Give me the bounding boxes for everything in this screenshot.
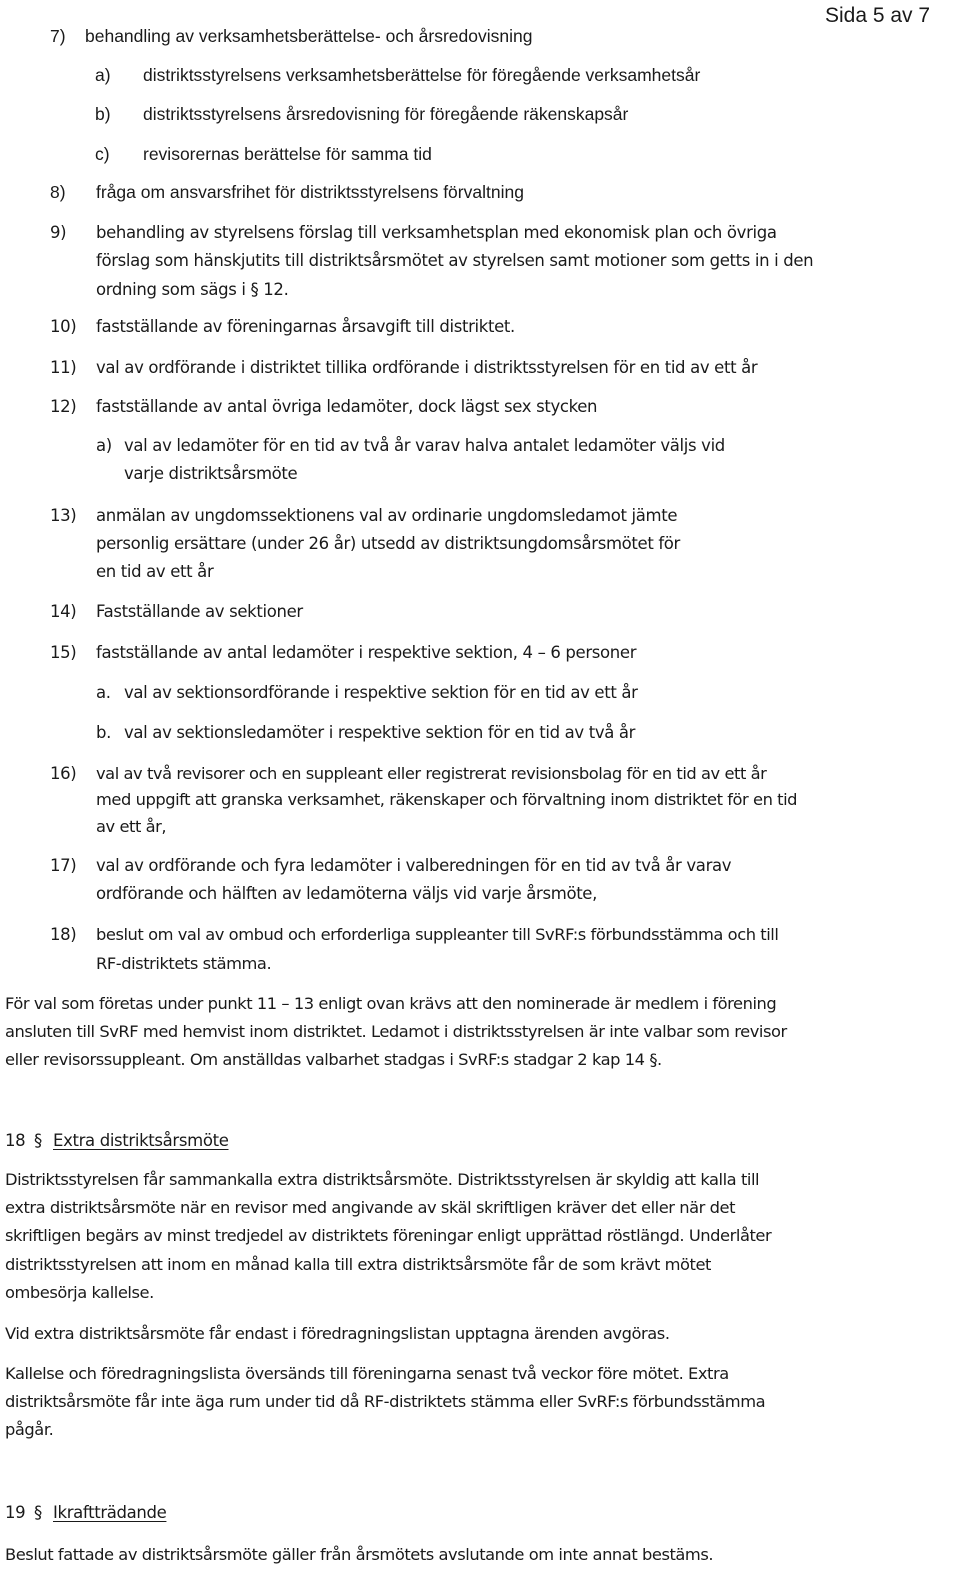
item-number: 14)	[50, 602, 77, 621]
paragraph-line: skriftligen begärs av minst tredjedel av distriktets föreningar enligt upprättad röstlängd. Underlåter	[5, 1226, 772, 1245]
section-title: Ikraftträdande	[53, 1503, 167, 1522]
paragraph-line: extra distriktsårsmöte när en revisor med angivande av skäl skriftligen kräver det eller när det	[5, 1198, 735, 1217]
item-number: 15)	[50, 643, 77, 662]
paragraph-line: Kallelse och föredragningslista översänds till föreningarna senast två veckor före mötet. Extra	[5, 1364, 729, 1383]
item-number: a)	[96, 436, 112, 455]
item-text: val av sektionsledamöter i respektive sektion för en tid av två år	[124, 723, 636, 742]
paragraph-line: ansluten till SvRF med hemvist inom distriktet. Ledamot i distriktsstyrelsen är inte valbar som revisor	[5, 1022, 787, 1041]
paragraph-line: distriktsstyrelsen att inom en månad kalla till extra distriktsårsmöte får de som krävt mötet	[5, 1255, 711, 1274]
item-text: revisorernas berättelse för samma tid	[143, 144, 432, 164]
item-number: 16)	[50, 764, 77, 783]
paragraph-line: eller revisorssuppleant. Om anställdas valbarhet stadgas i SvRF:s stadgar 2 kap 14 §.	[5, 1050, 662, 1069]
item-number: 18)	[50, 925, 77, 944]
item-number: 13)	[50, 506, 77, 525]
page-number: Sida 5 av 7	[825, 4, 931, 27]
item-line: förslag som hänskjutits till distriktsårsmötet av styrelsen samt motioner som getts in i den	[96, 251, 814, 270]
item-text: fastställande av föreningarnas årsavgift till distriktet.	[96, 317, 515, 336]
item-line: val av ordförande och fyra ledamöter i valberedningen för en tid av två år varav	[96, 856, 732, 875]
item-line: varje distriktsårsmöte	[124, 464, 298, 483]
item-text: val av ordförande i distriktet tillika ordförande i distriktsstyrelsen för en tid av ett år	[96, 358, 758, 377]
item-line: behandling av styrelsens förslag till verksamhetsplan med ekonomisk plan och övriga	[96, 223, 777, 242]
item-text: behandling av verksamhetsberättelse- och årsredovisning	[85, 26, 533, 46]
paragraph-line: För val som företas under punkt 11 – 13 enligt ovan krävs att den nominerade är medlem i förening	[5, 994, 777, 1013]
paragraph-line: Vid extra distriktsårsmöte får endast i föredragningslistan upptagna ärenden avgöras.	[5, 1324, 670, 1343]
item-number: 12)	[50, 397, 77, 416]
section-sign: §	[34, 1503, 42, 1522]
item-line: med uppgift att granska verksamhet, räkenskaper och förvaltning inom distriktet för en tid	[96, 790, 798, 809]
item-text: distriktsstyrelsens årsredovisning för föregående räkenskapsår	[143, 104, 629, 124]
item-text: distriktsstyrelsens verksamhetsberättelse för föregående verksamhetsår	[143, 65, 701, 85]
paragraph-line: distriktsårsmöte får inte äga rum under tid då RF-distriktets stämma eller SvRF:s förbundsstämma	[5, 1392, 766, 1411]
item-text: fastställande av antal ledamöter i respektive sektion, 4 – 6 personer	[96, 643, 637, 662]
item-text: Fastställande av sektioner	[96, 602, 303, 621]
item-line: ordning som sägs i § 12.	[96, 280, 289, 299]
item-number: a)	[95, 65, 111, 85]
item-text: fastställande av antal övriga ledamöter, dock lägst sex stycken	[96, 397, 598, 416]
paragraph-line: Distriktsstyrelsen får sammankalla extra distriktsårsmöte. Distriktsstyrelsen är skyldig att kalla till	[5, 1170, 760, 1189]
item-line: beslut om val av ombud och erforderliga suppleanter till SvRF:s förbundsstämma och till	[96, 925, 779, 944]
item-number: a.	[96, 683, 111, 702]
paragraph-line: pågår.	[5, 1420, 54, 1439]
section-number: 18	[5, 1131, 26, 1150]
item-number: b)	[95, 104, 111, 124]
item-text: fråga om ansvarsfrihet för distriktsstyrelsens förvaltning	[96, 182, 524, 202]
section-title: Extra distriktsårsmöte	[53, 1131, 229, 1150]
item-number: 7)	[50, 26, 66, 46]
paragraph-line: ombesörja kallelse.	[5, 1283, 154, 1302]
item-number: b.	[96, 723, 112, 742]
item-line: val av två revisorer och en suppleant eller registrerat revisionsbolag för en tid av ett år	[96, 764, 767, 783]
item-number: 17)	[50, 856, 77, 875]
item-line: anmälan av ungdomssektionens val av ordinarie ungdomsledamot jämte	[96, 506, 678, 525]
paragraph-line: Beslut fattade av distriktsårsmöte gäller från årsmötets avslutande om inte annat bestäms.	[5, 1545, 714, 1564]
item-number: 11)	[50, 358, 77, 377]
item-line: ordförande och hälften av ledamöterna väljs vid varje årsmöte,	[96, 884, 598, 903]
item-number: 9)	[50, 223, 67, 242]
section-number: 19	[5, 1503, 26, 1522]
item-number: c)	[95, 144, 110, 164]
item-text: val av sektionsordförande i respektive sektion för en tid av ett år	[124, 683, 638, 702]
item-line: av ett år,	[96, 817, 167, 836]
item-number: 10)	[50, 317, 77, 336]
item-line: RF-distriktets stämma.	[96, 954, 272, 973]
item-line: personlig ersättare (under 26 år) utsedd av distriktsungdomsårsmötet för	[96, 534, 680, 553]
item-number: 8)	[50, 182, 66, 202]
item-line: en tid av ett år	[96, 562, 214, 581]
section-sign: §	[34, 1131, 42, 1150]
item-line: val av ledamöter för en tid av två år varav halva antalet ledamöter väljs vid	[124, 436, 725, 455]
